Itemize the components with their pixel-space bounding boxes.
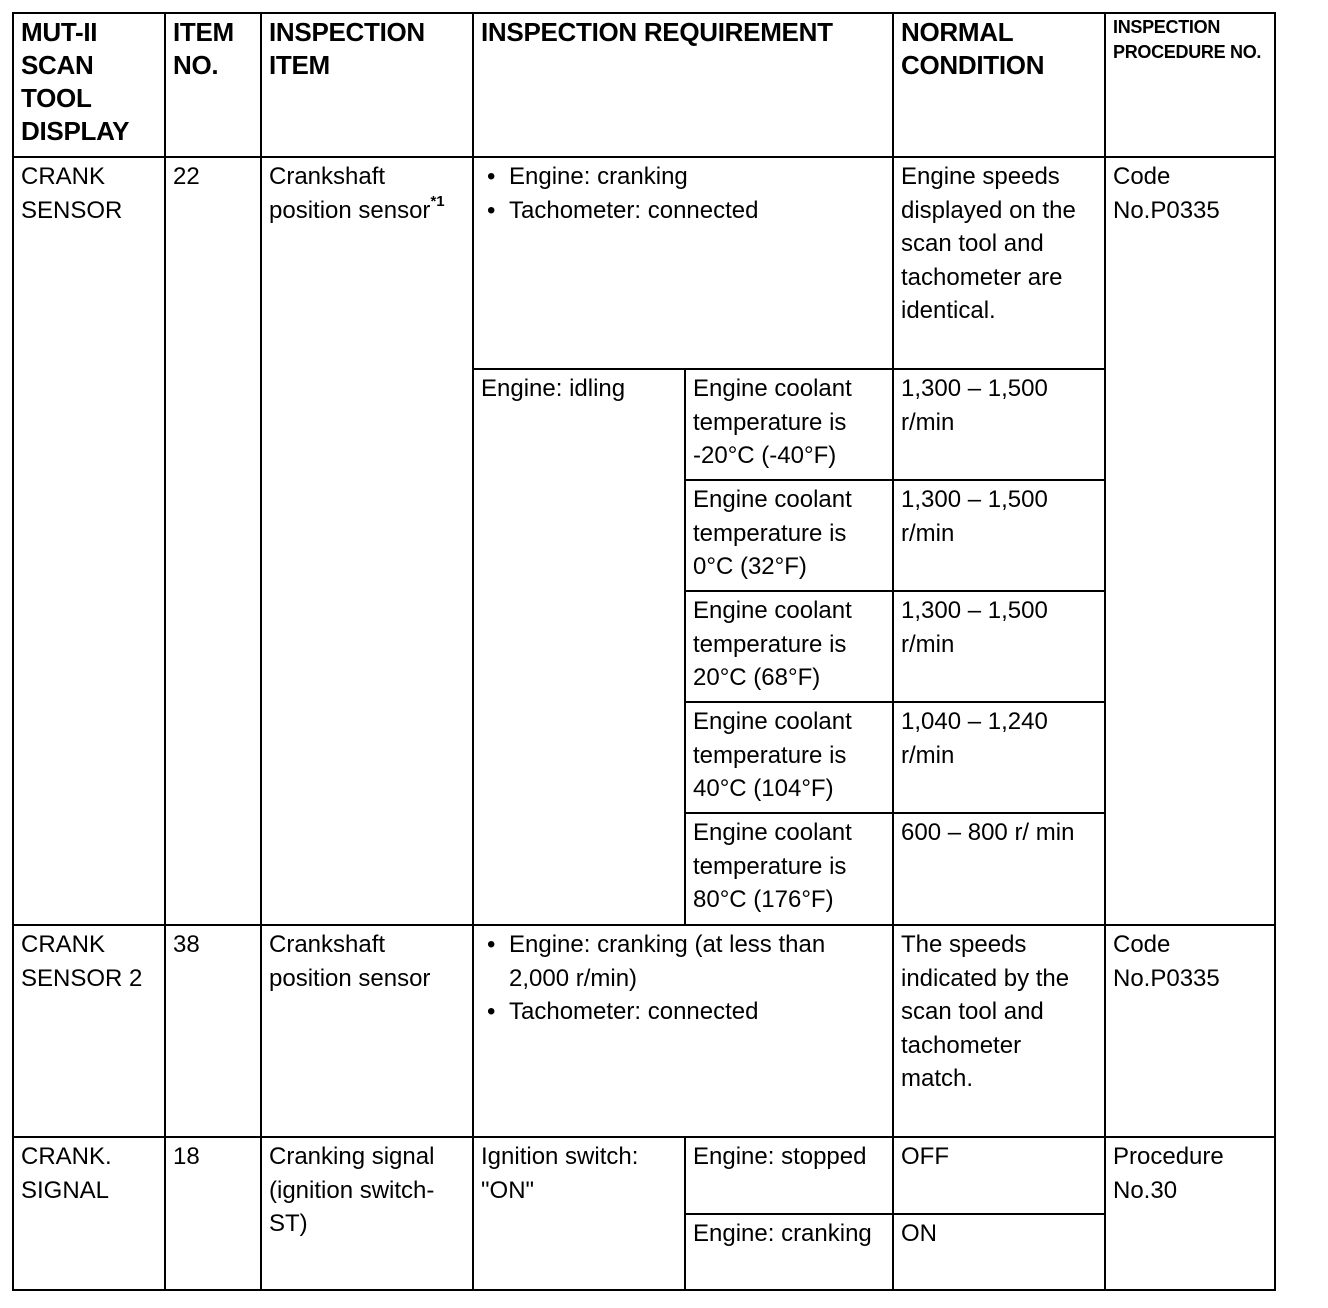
inspection-requirement bbox=[473, 157, 893, 369]
sub-normal: 1,300 – 1,500 r/min bbox=[893, 369, 1105, 480]
sub-normal: 1,300 – 1,500 r/min bbox=[893, 480, 1105, 591]
scan-tool-display: CRANK SENSOR bbox=[13, 157, 165, 925]
scan-tool-display: CRANK. SIGNAL bbox=[13, 1137, 165, 1290]
scan-tool-display: CRANK SENSOR 2 bbox=[13, 925, 165, 1137]
sub-condition: Engine coolant temperature is 0°C (32°F) bbox=[685, 480, 893, 591]
procedure-no: Code No.P0335 bbox=[1105, 157, 1275, 925]
inspection-item: Cranking signal (ignition switch-ST) bbox=[261, 1137, 473, 1290]
sub-condition: Engine: stopped bbox=[685, 1137, 893, 1214]
normal-condition: Engine speeds displayed on the scan tool and tachometer are identical. bbox=[893, 157, 1105, 369]
sub-normal: 1,300 – 1,500 r/min bbox=[893, 591, 1105, 702]
header-normal-condition: NORMAL CONDITION bbox=[893, 13, 1105, 157]
sub-condition: Engine coolant temperature is 40°C (104°F) bbox=[685, 702, 893, 813]
idle-condition: Engine: idling bbox=[473, 369, 685, 925]
requirement-bullet: • Engine: cranking bbox=[481, 160, 885, 194]
inspection-item: Crankshaft position sensor bbox=[261, 925, 473, 1137]
header-display: MUT-II SCAN TOOL DISPLAY bbox=[13, 13, 165, 157]
sub-condition: Engine coolant temperature is 80°C (176°F) bbox=[685, 813, 893, 925]
table-row bbox=[13, 925, 1275, 1137]
item-no: 38 bbox=[165, 925, 261, 1137]
sub-normal: 600 – 800 r/ min bbox=[893, 813, 1105, 925]
table-row bbox=[13, 157, 1275, 369]
requirement-bullet: • Tachometer: connected bbox=[481, 995, 885, 1029]
inspection-requirement bbox=[473, 925, 893, 1137]
footnote-mark: *1 bbox=[430, 192, 445, 210]
sub-condition: Engine coolant temperature is -20°C (-40°F) bbox=[685, 369, 893, 480]
item-no: 18 bbox=[165, 1137, 261, 1290]
header-requirement: INSPECTION REQUIREMENT bbox=[473, 13, 893, 157]
header-inspection-item: INSPECTION ITEM bbox=[261, 13, 473, 157]
inspection-spec-table bbox=[12, 12, 1276, 1291]
header-row bbox=[13, 13, 1275, 157]
inspection-item-text: Crankshaft position sensor bbox=[269, 163, 431, 224]
item-no: 22 bbox=[165, 157, 261, 925]
procedure-no: Code No.P0335 bbox=[1105, 925, 1275, 1137]
sub-normal: ON bbox=[893, 1214, 1105, 1290]
sub-condition: Engine: cranking bbox=[685, 1214, 893, 1290]
ignition-condition: Ignition switch: "ON" bbox=[473, 1137, 685, 1290]
sub-condition: Engine coolant temperature is 20°C (68°F) bbox=[685, 591, 893, 702]
header-procedure-no: INSPECTION PROCEDURE NO. bbox=[1105, 13, 1275, 157]
requirement-bullet: • Tachometer: connected bbox=[481, 194, 885, 228]
inspection-item bbox=[261, 157, 473, 925]
normal-condition: The speeds indicated by the scan tool and tachometer match. bbox=[893, 925, 1105, 1137]
sub-normal: 1,040 – 1,240 r/min bbox=[893, 702, 1105, 813]
requirement-bullet: • Engine: cranking (at less than 2,000 r/min) bbox=[481, 928, 885, 995]
procedure-no: Procedure No.30 bbox=[1105, 1137, 1275, 1290]
table-row bbox=[13, 1137, 1275, 1214]
sub-normal: OFF bbox=[893, 1137, 1105, 1214]
header-item-no: ITEM NO. bbox=[165, 13, 261, 157]
